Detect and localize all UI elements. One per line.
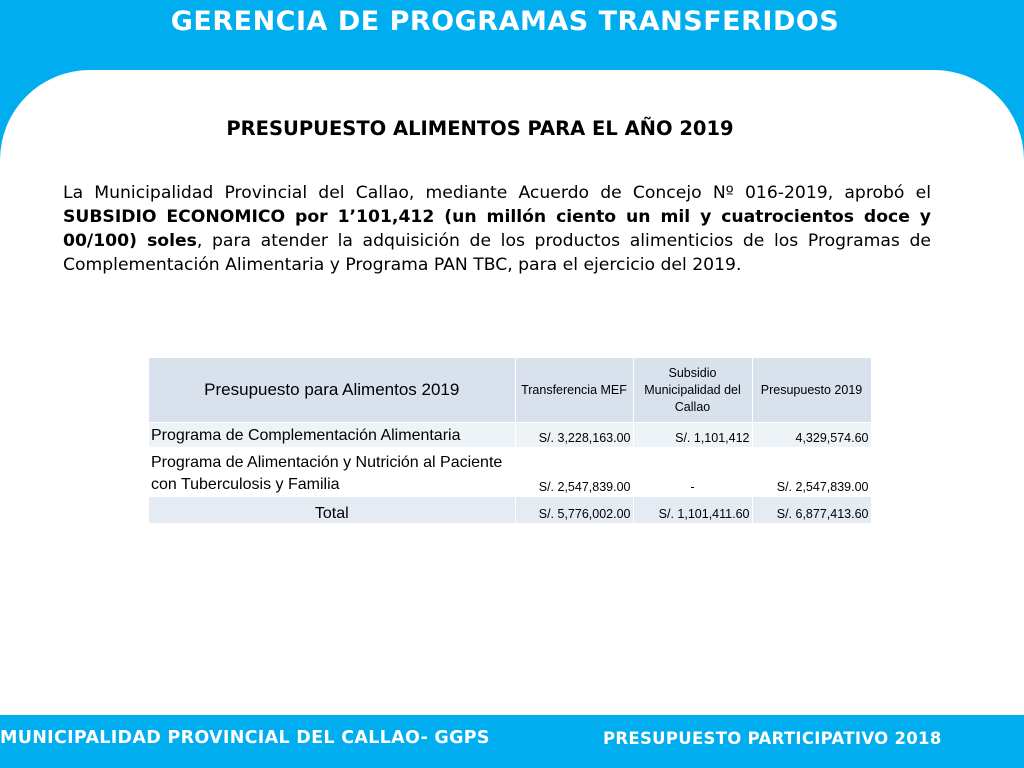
paragraph-intro: La Municipalidad Provincial del Callao, mediante Acuerdo de Concejo Nº 016-2019, aprobó el	[63, 183, 931, 203]
total-transfer-value: S/. 5,776,002.00	[515, 497, 633, 524]
section-subtitle: PRESUPUESTO ALIMENTOS PARA EL AÑO 2019	[226, 117, 734, 140]
header-budget: Presupuesto 2019	[752, 358, 871, 423]
budget-value: 4,329,574.60	[752, 423, 871, 448]
program-name: Programa de Alimentación y Nutrición al Paciente con Tuberculosis y Familia	[149, 448, 515, 497]
paragraph-end: , para atender la adquisición de los productos alimenticios de los Programas de Complementación Alimentaria y Programa PAN TBC, para el ejercicio del 2019.	[63, 231, 932, 275]
paragraph-highlight: SUBSIDIO ECONOMICO por 1’101,412 (un millón ciento un mil y cuatrocientos doce y 00/100) soles	[63, 207, 931, 251]
total-budget-value: S/. 6,877,413.60	[752, 497, 871, 524]
footer-program: PRESUPUESTO PARTICIPATIVO 2018	[603, 729, 942, 748]
table-row	[149, 448, 871, 497]
page-title: GERENCIA DE PROGRAMAS TRANSFERIDOS	[170, 6, 840, 37]
transfer-value: S/. 3,228,163.00	[515, 423, 633, 448]
table-total-row	[149, 497, 871, 524]
table-header-row	[149, 358, 871, 423]
header-transfer: Transferencia MEF	[515, 358, 633, 423]
description-paragraph	[63, 181, 931, 277]
total-label: Total	[149, 497, 515, 524]
transfer-value: S/. 2,547,839.00	[515, 448, 633, 497]
budget-table	[149, 358, 872, 524]
subsidy-value: S/. 1,101,412	[633, 423, 752, 448]
table-row	[149, 423, 871, 448]
header-subsidy: Subsidio Municipalidad del Callao	[633, 358, 752, 423]
header-concept: Presupuesto para Alimentos 2019	[149, 358, 515, 423]
footer-organization: MUNICIPALIDAD PROVINCIAL DEL CALLAO- GGPS	[0, 728, 490, 748]
budget-value: S/. 2,547,839.00	[752, 448, 871, 497]
program-name: Programa de Complementación Alimentaria	[149, 423, 515, 448]
subsidy-value: -	[633, 448, 752, 497]
total-subsidy-value: S/. 1,101,411.60	[633, 497, 752, 524]
